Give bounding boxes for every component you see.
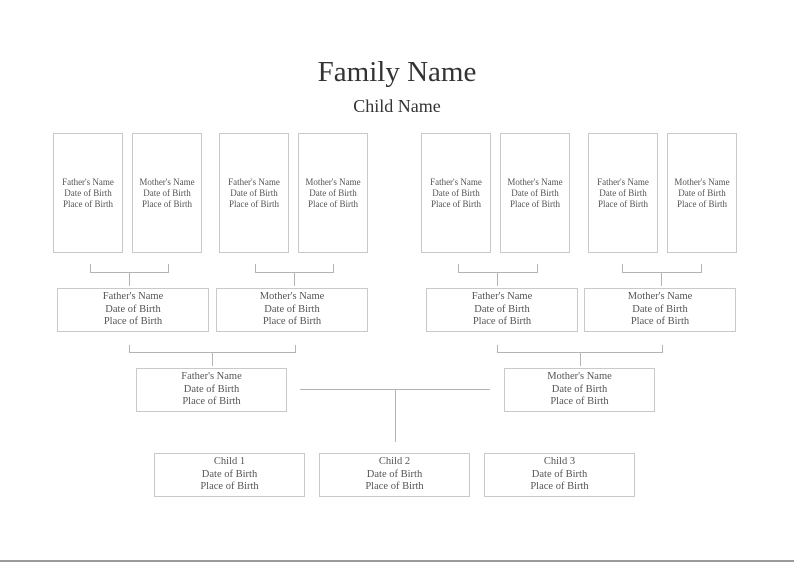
person-name: Mother's Name: [139, 176, 195, 187]
person-place-of-birth: Place of Birth: [550, 396, 609, 408]
grandparent-card: [426, 288, 578, 332]
great-grandparent-card: [500, 133, 570, 253]
person-place-of-birth: Place of Birth: [365, 481, 424, 493]
person-date-of-birth: Date of Birth: [143, 187, 191, 198]
person-place-of-birth: Place of Birth: [142, 198, 192, 209]
person-place-of-birth: Place of Birth: [630, 316, 690, 328]
person-date-of-birth: Date of Birth: [432, 187, 480, 198]
parent-card: [504, 368, 655, 412]
person-name: Father's Name: [471, 291, 533, 303]
person-place-of-birth: Place of Birth: [472, 316, 532, 328]
great-grandparent-card: [298, 133, 368, 253]
person-date-of-birth: Date of Birth: [264, 303, 320, 315]
person-place-of-birth: Place of Birth: [308, 198, 358, 209]
person-place-of-birth: Place of Birth: [598, 198, 648, 209]
person-place-of-birth: Place of Birth: [510, 198, 560, 209]
person-date-of-birth: Date of Birth: [309, 187, 357, 198]
person-date-of-birth: Date of Birth: [230, 187, 278, 198]
person-date-of-birth: Date of Birth: [64, 187, 112, 198]
person-place-of-birth: Place of Birth: [182, 396, 241, 408]
person-place-of-birth: Place of Birth: [530, 481, 589, 493]
person-name: Mother's Name: [507, 176, 563, 187]
person-date-of-birth: Date of Birth: [201, 468, 258, 480]
person-name: Father's Name: [597, 176, 649, 187]
great-grandparent-card: [588, 133, 658, 253]
child-card: [484, 453, 635, 497]
family-name-title: Family Name: [317, 56, 477, 88]
person-date-of-birth: Date of Birth: [531, 468, 588, 480]
person-name: Father's Name: [181, 371, 242, 383]
connector-line: [497, 272, 498, 286]
connector-line: [294, 272, 295, 286]
person-place-of-birth: Place of Birth: [103, 316, 163, 328]
connector-line: [580, 352, 581, 366]
person-place-of-birth: Place of Birth: [229, 198, 279, 209]
person-date-of-birth: Date of Birth: [474, 303, 530, 315]
child-card: [154, 453, 305, 497]
person-place-of-birth: Place of Birth: [431, 198, 481, 209]
person-name: Mother's Name: [627, 291, 693, 303]
connector-line: [129, 272, 130, 286]
person-name: Mother's Name: [547, 371, 612, 383]
person-date-of-birth: Date of Birth: [183, 383, 240, 395]
great-grandparent-card: [667, 133, 737, 253]
person-name: Father's Name: [228, 176, 280, 187]
person-place-of-birth: Place of Birth: [262, 316, 322, 328]
person-name: Father's Name: [102, 291, 164, 303]
child-card: [319, 453, 470, 497]
parent-card: [136, 368, 287, 412]
person-name: Child 3: [543, 456, 576, 468]
person-date-of-birth: Date of Birth: [678, 187, 726, 198]
person-place-of-birth: Place of Birth: [200, 481, 259, 493]
connector-line: [458, 272, 538, 273]
person-place-of-birth: Place of Birth: [677, 198, 727, 209]
person-name: Mother's Name: [674, 176, 730, 187]
person-date-of-birth: Date of Birth: [599, 187, 647, 198]
grandparent-card: [584, 288, 736, 332]
person-name: Mother's Name: [305, 176, 361, 187]
connector-line: [212, 352, 213, 366]
person-date-of-birth: Date of Birth: [632, 303, 688, 315]
person-date-of-birth: Date of Birth: [366, 468, 423, 480]
great-grandparent-card: [53, 133, 123, 253]
person-date-of-birth: Date of Birth: [551, 383, 608, 395]
person-place-of-birth: Place of Birth: [63, 198, 113, 209]
great-grandparent-card: [132, 133, 202, 253]
person-name: Mother's Name: [259, 291, 325, 303]
grandparent-card: [216, 288, 368, 332]
person-date-of-birth: Date of Birth: [511, 187, 559, 198]
child-name-subtitle: Child Name: [353, 96, 441, 116]
connector-line: [395, 389, 396, 442]
person-name: Child 1: [213, 456, 246, 468]
grandparent-card: [57, 288, 209, 332]
person-name: Father's Name: [430, 176, 482, 187]
person-name: Child 2: [378, 456, 411, 468]
great-grandparent-card: [421, 133, 491, 253]
great-grandparent-card: [219, 133, 289, 253]
person-date-of-birth: Date of Birth: [105, 303, 161, 315]
connector-line: [661, 272, 662, 286]
connector-line: [622, 272, 702, 273]
person-name: Father's Name: [62, 176, 114, 187]
